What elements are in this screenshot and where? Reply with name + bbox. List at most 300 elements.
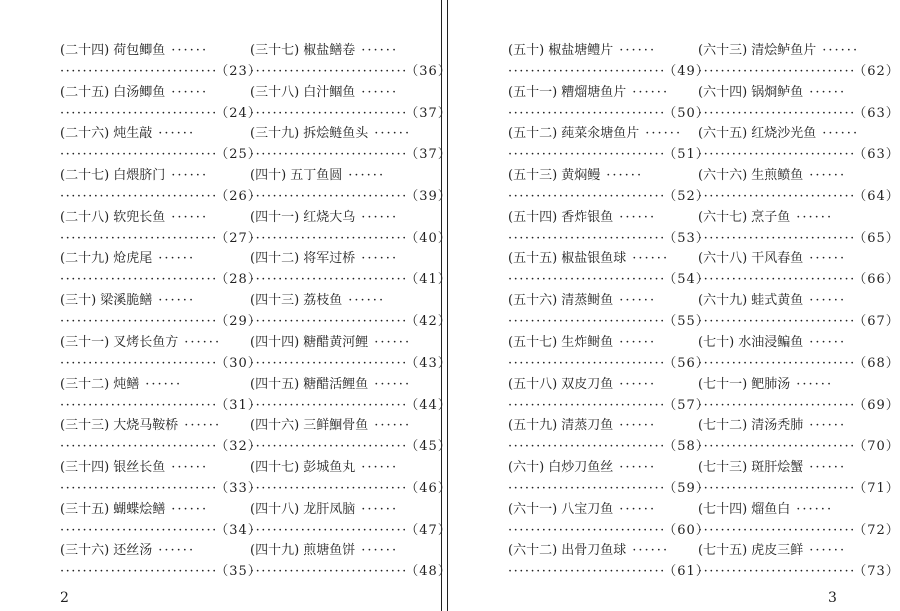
toc-entry-label: (四十六) 三鲜鮰骨鱼 [250,418,369,434]
toc-entry-page [698,63,900,81]
toc-entry-page [250,230,452,248]
toc-entry-label: (三十八) 白汁鲴鱼 [250,84,356,100]
toc-entry-label: (六十八) 干风春鱼 [698,251,804,267]
leader-dots: ······ [348,168,386,184]
toc-entry-title [508,84,669,102]
toc-entry-title [60,84,208,102]
toc-entry-label: (七十一) 鲃肺汤 [698,376,791,392]
toc-entry-label: (三十一) 叉烤长鱼方 [60,334,179,350]
leader-dots: ···························· [698,272,856,288]
toc-entry-label: (三十四) 银丝长鱼 [60,459,166,475]
toc-entry-page [250,355,452,373]
toc-entry-label: (三十) 梁溪脆鳝 [60,293,153,309]
toc-entry-page [508,188,710,206]
toc-entry-page [60,313,262,331]
leader-dots: ···························· [508,314,666,330]
leader-dots: ······ [361,251,399,267]
toc-entry-label: (三十五) 蝴蝶烩鳝 [60,501,166,517]
leader-dots: ······ [171,459,209,475]
page-number: 2 [60,590,69,606]
toc-entry-label: (六十一) 八宝刀鱼 [508,501,614,517]
toc-entry-page [250,313,452,331]
toc-entry-page [698,563,900,581]
toc-entry-title [250,501,398,519]
toc-page-number: （51） [669,147,710,163]
leader-dots: ···························· [698,355,856,371]
toc-entry-label: (六十四) 锅烱鲈鱼 [698,84,804,100]
leader-dots: ···························· [250,147,408,163]
toc-page-number: （29） [221,314,262,330]
toc-entry-title [508,292,656,310]
toc-entry-page [60,271,262,289]
leader-dots: ······ [374,334,412,350]
leader-dots: ···························· [508,397,666,413]
leader-dots: ······ [171,209,209,225]
leader-dots: ······ [374,376,412,392]
toc-entry-title [60,417,221,435]
toc-entry-title [698,84,846,102]
leader-dots: ······ [184,334,222,350]
leader-dots: ······ [809,251,847,267]
leader-dots: ······ [171,168,209,184]
toc-page-number: （57） [669,397,710,413]
leader-dots: ···························· [698,230,856,246]
toc-page-number: （62） [859,64,900,79]
toc-entry-title [508,542,669,560]
toc-page-number: （41） [411,272,452,288]
leader-dots: ···························· [508,480,666,496]
leader-dots: ···························· [60,522,218,538]
leader-dots: ······ [619,334,657,350]
leader-dots: ······ [361,543,399,559]
toc-entry-title [508,125,682,143]
toc-entry-title [250,250,398,268]
toc-entry-page [60,63,262,81]
toc-page-number: （26） [221,189,262,205]
toc-entry-label: (七十) 水油浸鳊鱼 [698,334,804,350]
leader-dots: ······ [619,43,657,58]
leader-dots: ···························· [250,480,408,496]
toc-page-number: （58） [669,439,710,455]
toc-entry-title [60,334,221,352]
leader-dots: ···························· [508,564,666,580]
leader-dots: ···························· [60,355,218,371]
toc-entry-page [60,355,262,373]
toc-page-number: （63） [859,105,900,121]
toc-entry-label: (三十六) 还丝汤 [60,543,153,559]
toc-entry-page [698,355,900,373]
toc-entry-page [508,63,710,81]
toc-page-number: （33） [221,480,262,496]
toc-entry-label: (五十三) 黄焖鳗 [508,168,601,184]
toc-page-number: （68） [859,355,900,371]
toc-entry-title [60,501,208,519]
toc-page-number: （42） [411,314,452,330]
leader-dots: ······ [145,376,183,392]
toc-entry-label: (六十六) 生煎鲼鱼 [698,168,804,184]
leader-dots: ···························· [250,314,408,330]
toc-entry-label: (五十六) 清蒸鲥鱼 [508,293,614,309]
toc-page-number: （72） [859,522,900,538]
leader-dots: ···························· [60,105,218,121]
toc-entry-label: (四十八) 龙肝凤脑 [250,501,356,517]
leader-dots: ···························· [60,397,218,413]
toc-entry-page [508,480,710,498]
toc-entry-label: (七十四) 熘鱼白 [698,501,791,517]
toc-entry-page [60,438,262,456]
toc-entry-title [508,334,656,352]
toc-entry-title [698,209,833,227]
toc-entry-title [250,376,411,394]
page-number: 3 [828,590,837,606]
toc-entry-title [698,250,846,268]
leader-dots: ······ [809,543,847,559]
leader-dots: ···························· [60,189,218,205]
leader-dots: ···························· [698,314,856,330]
leader-dots: ···························· [698,397,856,413]
leader-dots: ···························· [250,105,408,121]
leader-dots: ···························· [250,272,408,288]
toc-entry-page [508,105,710,123]
leader-dots: ······ [632,251,670,267]
toc-entry-title [60,42,208,60]
toc-entry-title [698,459,846,477]
toc-entry-label: (六十二) 出骨刀鱼球 [508,543,627,559]
toc-entry-page [60,105,262,123]
leader-dots: ······ [171,501,209,517]
toc-entry-title [698,417,846,435]
toc-entry-page [698,230,900,248]
leader-dots: ···························· [60,480,218,496]
leader-dots: ······ [809,334,847,350]
leader-dots: ······ [361,501,399,517]
leader-dots: ···························· [698,522,856,538]
toc-entry-page [250,480,452,498]
leader-dots: ···························· [698,189,856,205]
leader-dots: ······ [809,459,847,475]
toc-entry-page [508,397,710,415]
toc-entry-label: (五十一) 糟熘塘鱼片 [508,84,627,100]
toc-page-number: （43） [411,355,452,371]
leader-dots: ···························· [698,439,856,455]
toc-entry-page [698,146,900,164]
toc-entry-page [250,438,452,456]
toc-entry-page [250,188,452,206]
leader-dots: ······ [809,168,847,184]
toc-page-number: （67） [859,314,900,330]
toc-entry-label: (五十四) 香炸银鱼 [508,209,614,225]
toc-page-number: （52） [669,189,710,205]
toc-entry-page [508,146,710,164]
leader-dots: ···························· [60,439,218,455]
toc-entry-label: (六十) 白炒刀鱼丝 [508,459,614,475]
toc-page-number: （23） [221,64,262,79]
toc-entry-title [508,417,656,435]
leader-dots: ······ [374,418,412,434]
toc-page-number: （27） [221,230,262,246]
toc-page-number: （48） [411,564,452,580]
toc-entry-label: (五十五) 椒盐银鱼球 [508,251,627,267]
toc-entry-page [60,188,262,206]
toc-page-number: （37） [411,147,452,163]
toc-entry-title [698,292,846,310]
leader-dots: ······ [361,459,399,475]
toc-entry-label: (二十九) 炝虎尾 [60,251,153,267]
toc-entry-title [698,501,833,519]
leader-dots: ······ [606,168,644,184]
toc-page-number: （71） [859,480,900,496]
toc-entry-page [250,522,452,540]
toc-entry-title [250,292,385,310]
toc-page-number: （30） [221,355,262,371]
leader-dots: ······ [184,418,222,434]
leader-dots: ······ [361,84,399,100]
toc-entry-title [250,125,411,143]
toc-entry-title [698,42,859,60]
toc-entry-title [508,42,656,60]
toc-page-number: （65） [859,230,900,246]
toc-page-number: （44） [411,397,452,413]
toc-page-number: （64） [859,189,900,205]
leader-dots: ······ [158,251,196,267]
leader-dots: ······ [822,43,860,58]
toc-entry-page [698,397,900,415]
toc-page-number: （55） [669,314,710,330]
leader-dots: ······ [619,418,657,434]
leader-dots: ······ [348,293,386,309]
leader-dots: ···························· [508,105,666,121]
toc-entry-label: (二十六) 炖生敲 [60,126,153,142]
toc-entry-label: (三十三) 大烧马鞍桥 [60,418,179,434]
toc-entry-page [508,355,710,373]
toc-entry-label: (五十) 椒盐塘鳢片 [508,43,614,58]
toc-page-number: （70） [859,439,900,455]
toc-page-number: （24） [221,105,262,121]
leader-dots: ···························· [508,522,666,538]
toc-entry-page [60,397,262,415]
toc-entry-title [60,459,208,477]
toc-entry-label: (七十五) 虎皮三鲜 [698,543,804,559]
toc-entry-title [508,209,656,227]
toc-entry-page [508,438,710,456]
toc-entry-label: (五十八) 双皮刀鱼 [508,376,614,392]
toc-entry-page [698,438,900,456]
toc-page-number: （35） [221,564,262,580]
toc-entry-page [698,188,900,206]
toc-entry-title [250,417,411,435]
toc-entry-title [250,84,398,102]
toc-entry-label: (四十三) 荔枝鱼 [250,293,343,309]
leader-dots: ···························· [508,230,666,246]
leader-dots: ······ [809,418,847,434]
toc-page-number: （31） [221,397,262,413]
toc-page-number: （46） [411,480,452,496]
toc-entry-label: (六十七) 烹子鱼 [698,209,791,225]
toc-entry-title [250,209,398,227]
toc-entry-page [698,271,900,289]
leader-dots: ······ [374,126,412,142]
leader-dots: ······ [619,209,657,225]
toc-entry-label: (六十三) 清烩鲈鱼片 [698,43,817,58]
toc-entry-title [250,334,411,352]
toc-entry-page [250,271,452,289]
toc-entry-label: (二十八) 软兜长鱼 [60,209,166,225]
leader-dots: ···························· [508,439,666,455]
leader-dots: ······ [158,126,196,142]
toc-entry-title [60,167,208,185]
leader-dots: ···························· [250,397,408,413]
toc-entry-page [698,480,900,498]
leader-dots: ······ [158,293,196,309]
leader-dots: ···························· [60,564,218,580]
leader-dots: ······ [619,501,657,517]
leader-dots: ···························· [60,230,218,246]
toc-entry-title [250,542,398,560]
toc-page-number: （34） [221,522,262,538]
toc-page-number: （32） [221,439,262,455]
toc-entry-page [250,63,452,81]
leader-dots: ······ [158,543,196,559]
leader-dots: ······ [796,209,834,225]
toc-entry-page [250,563,452,581]
toc-entry-label: (六十九) 蛙式黄鱼 [698,293,804,309]
toc-page-number: （73） [859,564,900,580]
toc-entry-title [698,125,859,143]
toc-page-number: （28） [221,272,262,288]
leader-dots: ······ [796,376,834,392]
toc-entry-label: (三十二) 炖鳝 [60,376,140,392]
leader-dots: ······ [809,84,847,100]
toc-entry-page [508,563,710,581]
toc-entry-label: (七十三) 斑肝烩蟹 [698,459,804,475]
leader-dots: ···························· [508,355,666,371]
leader-dots: ······ [619,376,657,392]
leader-dots: ···························· [508,272,666,288]
toc-page-number: （50） [669,105,710,121]
leader-dots: ···························· [698,147,856,163]
toc-entry-label: (七十二) 清汤秃肺 [698,418,804,434]
leader-dots: ···························· [698,564,856,580]
toc-entry-label: (二十五) 白汤鲫鱼 [60,84,166,100]
toc-page-number: （37） [411,105,452,121]
leader-dots: ···························· [250,230,408,246]
leader-dots: ······ [171,84,209,100]
leader-dots: ···························· [60,64,218,79]
toc-page-number: （54） [669,272,710,288]
toc-entry-label: (四十二) 将军过桥 [250,251,356,267]
leader-dots: ···························· [60,314,218,330]
leader-dots: ···························· [60,147,218,163]
toc-entry-title [698,167,846,185]
toc-entry-title [60,209,208,227]
toc-entry-title [250,42,398,60]
toc-page-number: （59） [669,480,710,496]
leader-dots: ······ [619,459,657,475]
leader-dots: ···························· [698,105,856,121]
toc-entry-label: (五十七) 生炸鲥鱼 [508,334,614,350]
leader-dots: ···························· [60,272,218,288]
toc-page-number: （45） [411,439,452,455]
toc-entry-label: (五十二) 莼菜氽塘鱼片 [508,126,640,142]
leader-dots: ···························· [250,439,408,455]
leader-dots: ······ [632,84,670,100]
toc-entry-page [698,313,900,331]
toc-entry-page [508,271,710,289]
toc-entry-page [508,230,710,248]
leader-dots: ······ [171,43,209,58]
toc-page-number: （47） [411,522,452,538]
toc-entry-page [698,522,900,540]
toc-entry-page [250,146,452,164]
right-page [448,0,900,611]
toc-entry-title [698,334,846,352]
toc-entry-page [508,313,710,331]
leader-dots: ······ [822,126,860,142]
leader-dots: ······ [619,293,657,309]
leader-dots: ···························· [250,64,408,79]
toc-entry-title [60,125,195,143]
toc-entry-label: (四十一) 红烧大乌 [250,209,356,225]
toc-entry-page [60,563,262,581]
toc-entry-title [508,376,656,394]
toc-page-number: （40） [411,230,452,246]
toc-entry-title [60,250,195,268]
leader-dots: ······ [809,293,847,309]
toc-page-number: （61） [669,564,710,580]
leader-dots: ···························· [508,64,666,79]
leader-dots: ···························· [250,355,408,371]
toc-entry-title [508,167,643,185]
toc-entry-page [60,146,262,164]
toc-entry-page [60,230,262,248]
leader-dots: ···························· [250,189,408,205]
toc-page-number: （69） [859,397,900,413]
leader-dots: ···························· [508,189,666,205]
leader-dots: ······ [361,209,399,225]
toc-entry-title [250,459,398,477]
leader-dots: ······ [645,126,683,142]
leader-dots: ······ [361,43,399,58]
leader-dots: ···························· [250,522,408,538]
toc-entry-label: (四十) 五丁鱼圆 [250,168,343,184]
toc-entry-page [698,105,900,123]
toc-entry-page [250,397,452,415]
toc-entry-title [698,376,833,394]
toc-entry-title [508,459,656,477]
toc-entry-page [508,522,710,540]
toc-entry-label: (五十九) 清蒸刀鱼 [508,418,614,434]
toc-entry-page [60,522,262,540]
toc-page-number: （60） [669,522,710,538]
toc-page-number: （39） [411,189,452,205]
toc-entry-label: (六十五) 红烧沙光鱼 [698,126,817,142]
toc-entry-title [508,250,669,268]
toc-entry-title [508,501,656,519]
toc-entry-label: (二十四) 荷包鲫鱼 [60,43,166,58]
toc-entry-label: (四十四) 糖醋黄河鲤 [250,334,369,350]
toc-entry-label: (二十七) 白煨脐门 [60,168,166,184]
toc-entry-label: (三十七) 椒盐鳝卷 [250,43,356,58]
toc-page-number: （56） [669,355,710,371]
toc-entry-title [698,542,846,560]
toc-page-number: （66） [859,272,900,288]
toc-page-number: （36） [411,64,452,79]
toc-entry-label: (四十五) 糖醋活鲤鱼 [250,376,369,392]
toc-page-number: （63） [859,147,900,163]
leader-dots: ······ [796,501,834,517]
toc-entry-label: (三十九) 拆烩鲢鱼头 [250,126,369,142]
page-gutter-line [441,0,442,611]
